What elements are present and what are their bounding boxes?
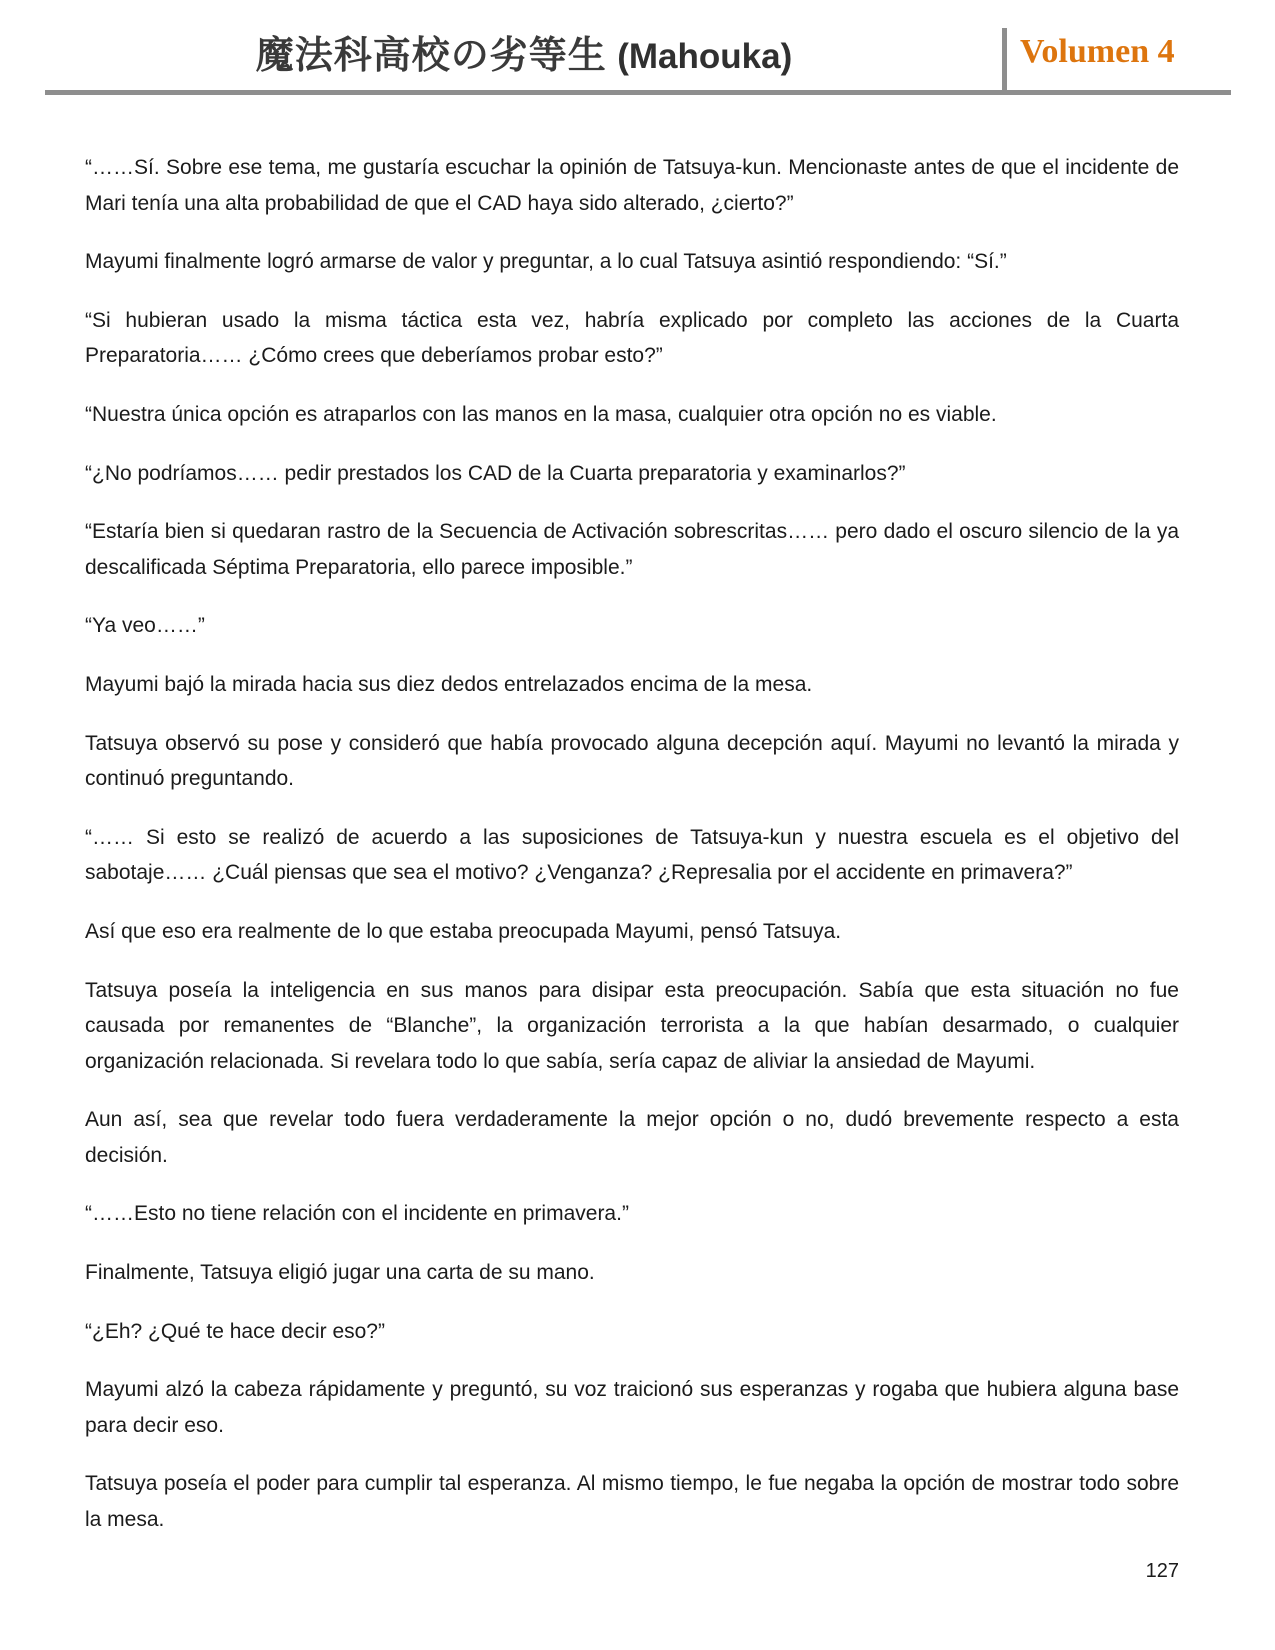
header-rule: [45, 90, 1231, 95]
paragraph: “…… Si esto se realizó de acuerdo a las suposiciones de Tatsuya-kun y nuestra escuela es el objetivo del sabotaje…… ¿Cuál piensas que sea el motivo? ¿Venganza? ¿Represalia por el accidente en primavera?”: [85, 825, 1179, 885]
paragraph: Mayumi alzó la cabeza rápidamente y preguntó, su voz traicionó sus esperanzas y rogaba que hubiera alguna base para decir eso.: [85, 1378, 1179, 1437]
page-title: [45, 24, 1003, 79]
paragraph: Mayumi finalmente logró armarse de valor y preguntar, a lo cual Tatsuya asintió respondiendo: “Sí.”: [85, 250, 1007, 274]
paragraph: “……Esto no tiene relación con el incidente en primavera.”: [85, 1202, 629, 1226]
paragraph: “Estaría bien si quedaran rastro de la Secuencia de Activación sobrescritas…… pero dado el oscuro silencio de la ya descalificada Séptima Preparatoria, ello parece imposible.”: [85, 520, 1179, 579]
paragraph: Aun así, sea que revelar todo fuera verdaderamente la mejor opción o no, dudó brevemente respecto a esta decisión.: [85, 1108, 1179, 1167]
paragraph: Tatsuya poseía el poder para cumplir tal esperanza. Al mismo tiempo, le fue negaba la opción de mostrar todo sobre la mesa.: [85, 1472, 1179, 1532]
paragraph: Tatsuya poseía la inteligencia en sus manos para disipar esta preocupación. Sabía que esta situación no fue causada por remanentes de “Blanche”, la organización terrorista a la que habían desarmado, o cualquier organización relacionada. Si revelara todo lo que sabía, sería capaz de aliviar la ansiedad de Mayumi.: [85, 978, 1179, 1073]
paragraph: “Ya veo……”: [85, 614, 205, 638]
paragraph: “Si hubieran usado la misma táctica esta vez, habría explicado por completo las acciones de la Cuarta Preparatoria…… ¿Cómo crees que deberíamos probar esto?”: [85, 308, 1179, 368]
paragraph: “Nuestra única opción es atraparlos con las manos en la masa, cualquier otra opción no es viable.: [85, 402, 997, 426]
title-romaji: (Mahouka): [617, 37, 793, 76]
paragraph: Finalmente, Tatsuya eligió jugar una carta de su mano.: [85, 1261, 595, 1285]
title-japanese: 魔法科高校の劣等生: [255, 33, 607, 77]
page-body: [85, 150, 1179, 1561]
paragraph: “¿No podríamos…… pedir prestados los CAD de la Cuarta preparatoria y examinarlos?”: [85, 461, 906, 485]
paragraph: Así que eso era realmente de lo que estaba preocupada Mayumi, pensó Tatsuya.: [85, 919, 842, 943]
paragraph: Tatsuya observó su pose y consideró que había provocado alguna decepción aquí. Mayumi no levantó la mirada y continuó preguntando.: [85, 731, 1179, 791]
page-number: 127: [1145, 1560, 1179, 1582]
volume-label: Volumen 4: [1020, 33, 1175, 70]
paragraph: “……Sí. Sobre ese tema, me gustaría escuchar la opinión de Tatsuya-kun. Mencionaste antes de que el incidente de Mari tenía una alta probabilidad de que el CAD haya sido alterado, ¿cierto?”: [85, 156, 1179, 215]
paragraph: “¿Eh? ¿Qué te hace decir eso?”: [85, 1319, 385, 1343]
paragraph: Mayumi bajó la mirada hacia sus diez dedos entrelazados encima de la mesa.: [85, 672, 813, 696]
header-vertical-divider: [1002, 28, 1007, 92]
